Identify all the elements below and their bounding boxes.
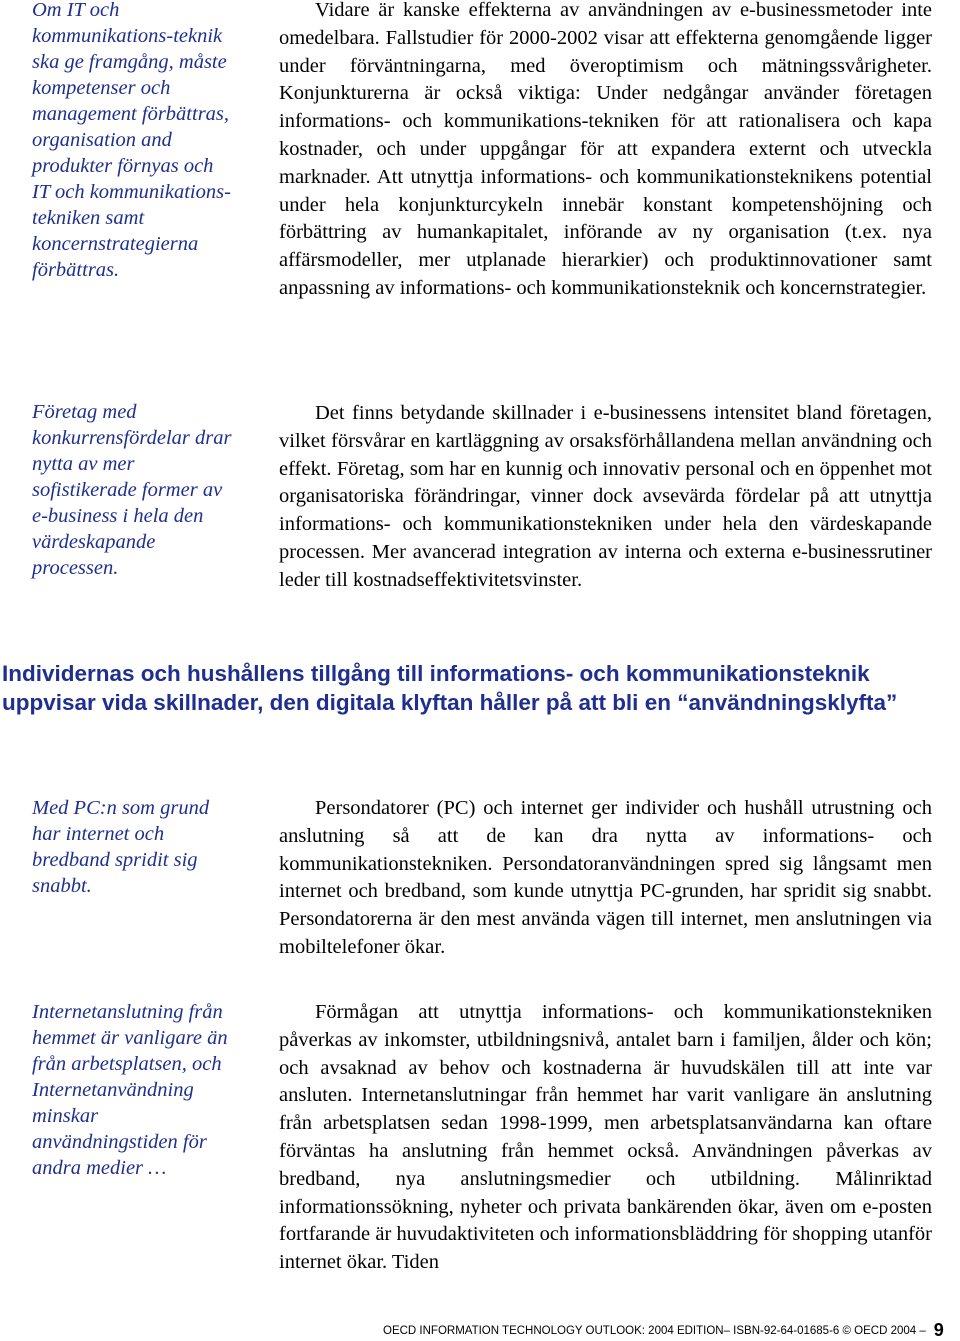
page-footer: [383, 1320, 944, 1341]
section-heading: Individernas och hushållens tillgång till informations- och kommunikationsteknik uppvisar vida skillnader, den digitala klyftan håller på att bli en “användningsklyfta”: [2, 661, 898, 715]
paragraph-2: Det finns betydande skillnader i e-businessens intensitet bland företagen, vilket försvårar en kartläggning av orsaksförhållandena mellan användning och effekt. Företag, som har en kunnig och innovativ personal och en öppenhet mot organisatoriska förändringar, vinner dock avsevärda fördelar på att utnyttja informations- och kommunikationstekniken under hela den värdeskapande processen. Mer avancerad integration av interna och externa e-businessrutiner leder till kostnadseffektivitetsvinster.: [279, 402, 932, 591]
margin-note-2: Företag med konkurrensfördelar drar nytta av mer sofistikerade former av e-business i hela den värdeskapande processen.: [32, 401, 232, 579]
margin-note-4: Internetanslutning från hemmet är vanligare än från arbetsplatsen, och Internetanvändning minskar användningstiden för andra medier …: [32, 1001, 228, 1179]
paragraph-3: Persondatorer (PC) och internet ger individer och hushåll utrustning och anslutning så att de kan dra nytta av informations- och kommunikationstekniken. Persondatoranvändningen spred sig långsamt men internet och bredband, som kunde utnyttja PC-grunden, har spridit sig snabbt. Persondatorerna är den mest använda vägen till internet, men anslutningen via mobiltelefoner ökar.: [279, 797, 932, 958]
paragraph-4: Förmågan att utnyttja informations- och kommunikationstekniken påverkas av inkomster, utbildningsnivå, antalet barn i familjen, ålder och kön; och avsaknad av behov och kostnaderna är huvudskälen till att inte var ansluten. Internetanslutningar från hemmet har varit vanligare än anslutning från arbetsplatsen sedan 1998-1999, men arbetsplatsanvändarna kan oftare förväntas ha anslutning från hemmet också. Användningen påverkas av bredband, nya anslutningsmedier och utbildning. Målinriktad informationssökning, nyheter och privata bankärenden ökar, även om e-posten fortfarande är huvudaktiviteten och informationsbläddring för shopping utanför internet ökar. Tiden: [279, 1001, 932, 1274]
footer-text: OECD INFORMATION TECHNOLOGY OUTLOOK: 2004 EDITION– ISBN-92-64-01685-6 © OECD 2004 –: [383, 1325, 926, 1337]
margin-note-1: Om IT och kommunikations-teknik ska ge framgång, måste kompetenser och management förbättras, organisation and produkter förnyas och IT och kommunikations-tekniken samt koncernstrategierna förbättras.: [32, 0, 231, 281]
paragraph-1: Vidare är kanske effekterna av användningen av e-businessmetoder inte omedelbara. Fallstudier för 2000-2002 visar att effekterna genomgående ligger under förväntningarna, med överoptimism och mätningssvårigheter. Konjunkturerna är också viktiga: Under nedgångar använder företagen informations- och kommunikations-tekniken för att rationalisera och kapa kostnader, och under uppgångar för att expandera externt och utveckla marknader. Att utnyttja informations- och kommunikationsteknikens potential under hela konjunkturcykeln innebär konstant kompetenshöjning och förbättring av humankapitalet, införande av ny organisation (t.ex. nya affärsmodeller, mer utplanade hierarkier) och produktinnovationer samt anpassning av informations- och kommunikationsteknik och koncernstrategier.: [279, 0, 932, 299]
page-number: 9: [933, 1320, 944, 1340]
margin-note-3: Med PC:n som grund har internet och bredband spridit sig snabbt.: [32, 797, 210, 897]
